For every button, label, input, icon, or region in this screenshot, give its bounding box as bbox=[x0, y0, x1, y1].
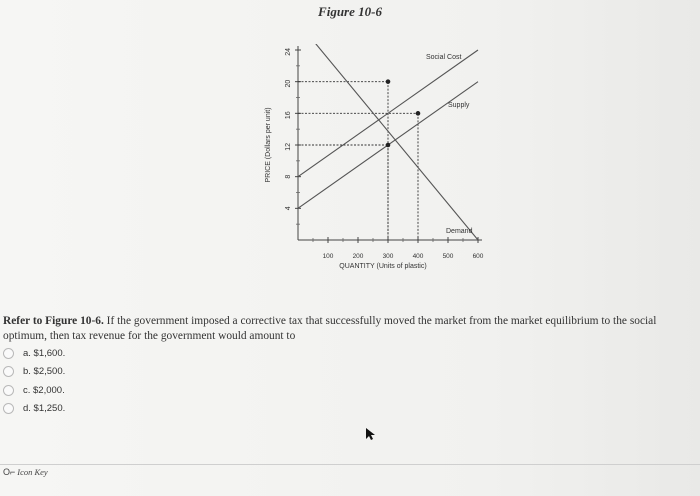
option-label: d. $1,250. bbox=[23, 403, 66, 415]
answer-options bbox=[3, 344, 65, 418]
intersection-point bbox=[386, 79, 391, 84]
figure-reference: Refer to Figure 10-6. bbox=[3, 315, 104, 327]
question-text bbox=[3, 314, 695, 344]
option-d[interactable] bbox=[3, 400, 65, 419]
x-tick-label: 100 bbox=[322, 253, 334, 260]
x-tick-label: 400 bbox=[412, 253, 424, 260]
curve-social-cost bbox=[298, 50, 478, 177]
question-body: If the government imposed a corrective tax that successfully moved the market from the market equilibrium to the social optimum, then tax revenue for the government would amount to bbox=[3, 315, 657, 342]
icon-key-label: Icon Key bbox=[17, 467, 48, 477]
x-tick-label: 300 bbox=[382, 253, 394, 260]
curve-label: Demand bbox=[446, 228, 473, 235]
y-axis-label: PRICE (Dollars per unit) bbox=[265, 107, 272, 183]
radio-button[interactable] bbox=[3, 403, 14, 414]
option-b[interactable] bbox=[3, 363, 65, 382]
figure-title: Figure 10-6 bbox=[318, 4, 382, 19]
x-tick-label: 200 bbox=[352, 253, 364, 260]
radio-button[interactable] bbox=[3, 385, 14, 396]
radio-button[interactable] bbox=[3, 348, 14, 359]
x-axis-label: QUANTITY (Units of plastic) bbox=[339, 263, 427, 270]
y-tick-label: 4 bbox=[285, 206, 292, 211]
radio-button[interactable] bbox=[3, 366, 14, 377]
y-tick-label: 12 bbox=[285, 143, 292, 151]
intersection-point bbox=[386, 143, 391, 148]
curve-label: Social Cost bbox=[426, 54, 462, 61]
x-tick-label: 600 bbox=[472, 253, 484, 260]
y-tick-label: 8 bbox=[285, 174, 292, 179]
economics-chart bbox=[256, 30, 496, 280]
intersection-point bbox=[416, 111, 421, 116]
option-label: c. $2,000. bbox=[23, 384, 65, 396]
y-tick-label: 20 bbox=[285, 79, 292, 88]
option-label: a. $1,600. bbox=[23, 347, 66, 359]
y-tick-label: 24 bbox=[285, 48, 292, 56]
option-label: b. $2,500. bbox=[23, 366, 66, 378]
curve-label: Supply bbox=[448, 102, 470, 109]
option-a[interactable] bbox=[3, 344, 65, 363]
mouse-cursor-icon bbox=[365, 427, 377, 441]
key-icon: O⌐ bbox=[3, 467, 16, 477]
icon-key-link[interactable] bbox=[3, 467, 48, 477]
footer-divider bbox=[0, 464, 700, 465]
y-tick-label: 16 bbox=[285, 111, 292, 120]
option-c[interactable] bbox=[3, 381, 65, 400]
x-tick-label: 500 bbox=[442, 253, 454, 260]
